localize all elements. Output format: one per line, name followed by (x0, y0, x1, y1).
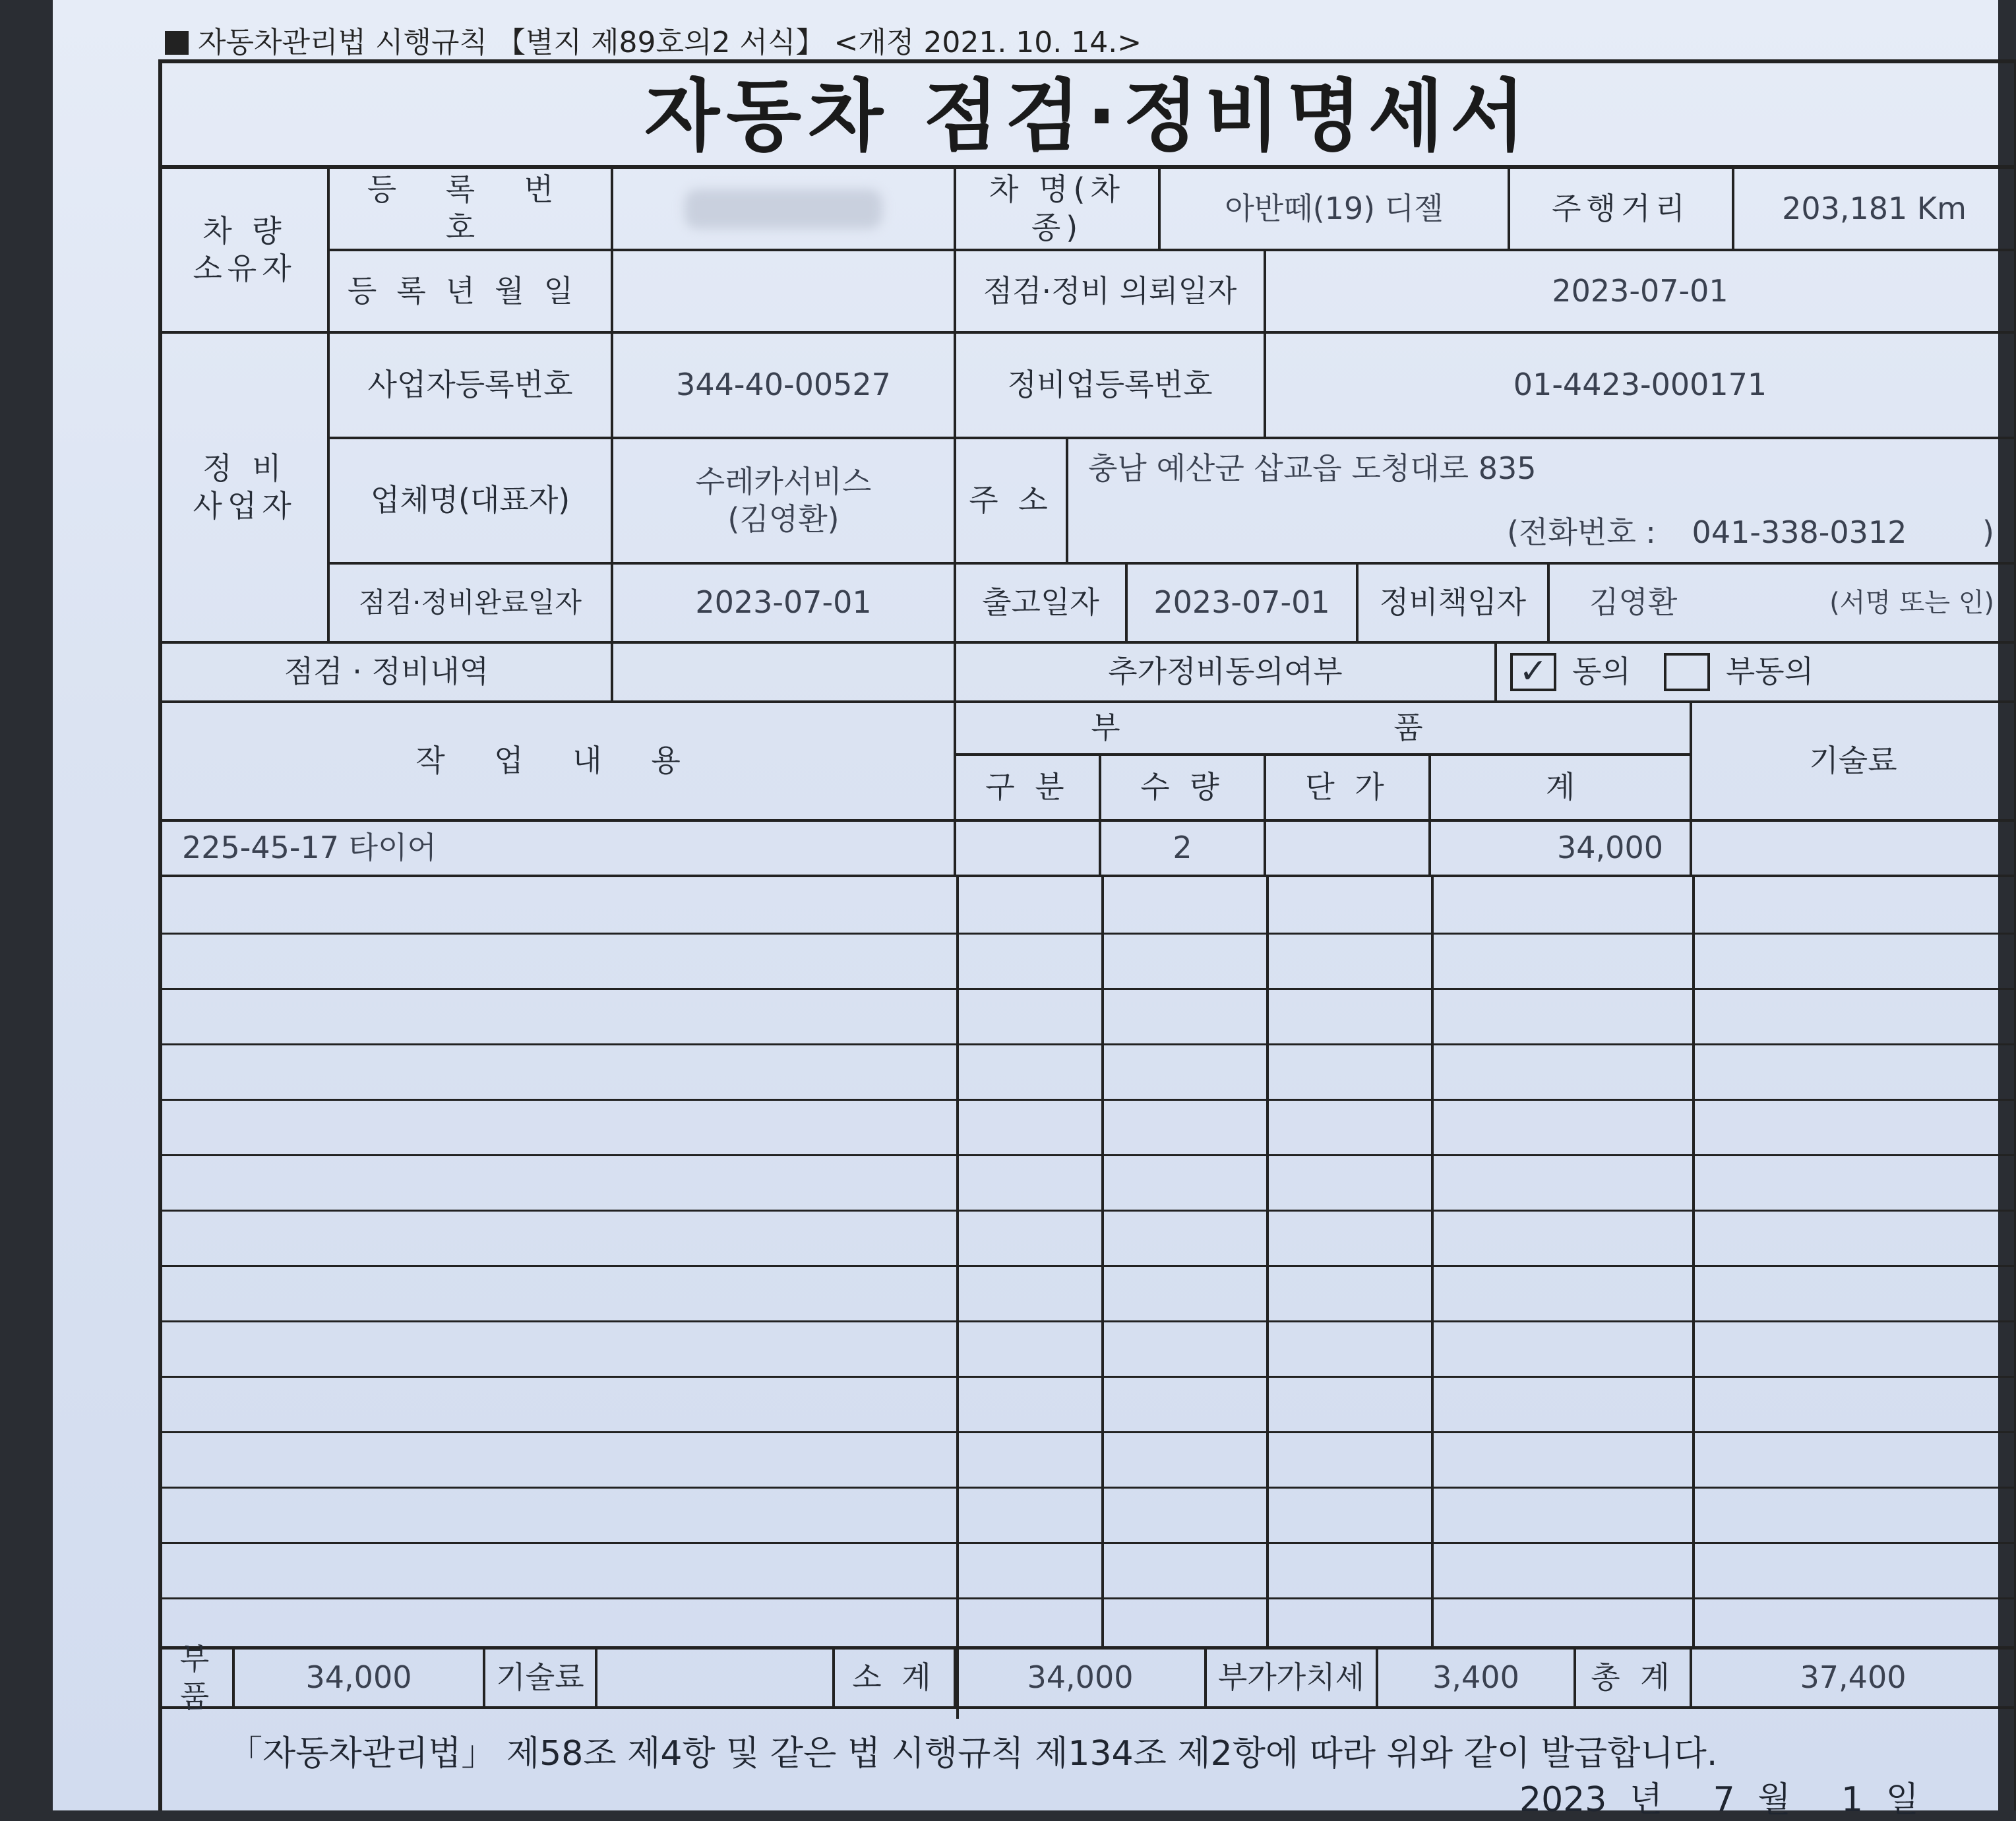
release-date-label: 출고일자 (956, 565, 1128, 644)
grid-row-line (162, 1487, 2014, 1489)
grid-row-line (162, 988, 2014, 990)
agree-checkbox[interactable] (1510, 653, 1556, 691)
address-value-cell (1068, 439, 2014, 565)
tech-total-value (597, 1650, 835, 1709)
table-row-tech-fee (1692, 822, 2014, 877)
reg-date-value (613, 251, 956, 334)
grand-total-label: 총 계 (1576, 1650, 1692, 1709)
total-header: 계 (1431, 756, 1692, 822)
category-header: 구 분 (956, 756, 1101, 822)
biz-number-label: 사업자등록번호 (330, 334, 613, 439)
work-header: 작 업 내 용 (162, 703, 956, 822)
table-row-category (956, 822, 1101, 877)
car-name-label: 차 명(차 종) (956, 169, 1161, 251)
shop-section-label: 정 비 사업자 (162, 334, 330, 644)
vehicle-owner-section-label: 차 량 소유자 (162, 169, 330, 334)
checkmark-icon: ✓ (1519, 652, 1548, 691)
grid-row-line (162, 1099, 2014, 1101)
issue-month: 7 (1713, 1780, 1735, 1820)
company-rep: (김영환) (727, 501, 840, 537)
company-name: 수레카서비스 (695, 463, 872, 499)
disagree-checkbox[interactable] (1664, 653, 1710, 691)
grid-row-line (162, 1265, 2014, 1267)
repair-reg-label: 정비업등록번호 (956, 334, 1266, 439)
issue-year: 2023 (1519, 1780, 1607, 1820)
grid-row-line (162, 933, 2014, 935)
inspection-form (158, 59, 2016, 1820)
complete-date-value: 2023-07-01 (613, 565, 956, 644)
phone-line (1068, 514, 2014, 552)
redacted-value (685, 189, 882, 229)
manager-value-cell (1550, 565, 2014, 644)
form-paper (53, 0, 1998, 1820)
issue-date (1508, 1772, 1919, 1821)
table-row-work: 225-45-17 타이어 (162, 822, 956, 877)
grid-divider (1266, 877, 1269, 1646)
phone-label: (전화번호 : (1507, 514, 1656, 550)
address-label: 주 소 (956, 439, 1068, 565)
form-header-note: 자동차관리법 시행규칙 【별지 제89호의2 서식】 <개정 2021. 10. 14.> (165, 18, 1142, 61)
grid-divider (1431, 877, 1434, 1646)
issue-year-unit: 년 (1629, 1780, 1663, 1820)
grid-divider (1101, 877, 1104, 1646)
square-bullet-icon (165, 31, 189, 55)
grid-row-line (162, 1597, 2014, 1599)
complete-date-label: 점검·정비완료일자 (330, 565, 613, 644)
details-label: 점검 · 정비내역 (162, 644, 613, 703)
grid-row-line (162, 1210, 2014, 1212)
form-title: 자동차 점검·정비명세서 (162, 63, 2014, 169)
agree-label: 동의 (1572, 654, 1631, 690)
grid-divider (1692, 877, 1695, 1646)
vat-value: 3,400 (1378, 1650, 1576, 1709)
qty-header: 수 량 (1101, 756, 1266, 822)
repair-reg-value: 01-4423-000171 (1266, 334, 2014, 439)
grid-divider (956, 877, 959, 1719)
mileage-value: 203,181 Km (1734, 169, 2014, 251)
car-name-value: 아반떼(19) 디젤 (1161, 169, 1510, 251)
address-value: 충남 예산군 삽교읍 도청대로 835 (1088, 450, 1537, 486)
reg-date-label: 등록년월일 (330, 251, 613, 334)
vat-label: 부가가치세 (1207, 1650, 1378, 1709)
grid-row-line (162, 1154, 2014, 1156)
reg-number-label: 등 록 번 호 (330, 169, 613, 251)
request-date-label: 점검·정비 의뢰일자 (956, 251, 1266, 334)
grid-row-line (162, 1542, 2014, 1544)
issue-day-unit: 일 (1885, 1780, 1919, 1820)
table-row-qty: 2 (1101, 822, 1266, 877)
issue-day: 1 (1841, 1780, 1864, 1820)
table-row-total: 34,000 (1431, 822, 1692, 877)
mileage-label: 주행거리 (1510, 169, 1734, 251)
phone-close: ) (1982, 514, 1994, 550)
grid-row-line (162, 1431, 2014, 1433)
request-date-value: 2023-07-01 (1266, 251, 2014, 334)
parts-total-value: 34,000 (235, 1650, 485, 1709)
reg-number-value (613, 169, 956, 251)
grid-row-line (162, 1043, 2014, 1045)
manager-value: 김영환 (1589, 584, 1678, 621)
parts-total-label: 부 품 (162, 1650, 235, 1709)
issuance-statement: 「자동차관리법」 제58조 제4항 및 같은 법 시행규칙 제134조 제2항에 따라 위와 같이 발급합니다. (228, 1734, 1718, 1774)
issue-month-unit: 월 (1757, 1780, 1791, 1820)
biz-number-value: 344-40-00527 (613, 334, 956, 439)
parts-header: 부 품 (956, 703, 1692, 756)
phone-value: 041-338-0312 (1692, 514, 1907, 550)
grand-total-value: 37,400 (1692, 1650, 2014, 1709)
consent-options (1497, 644, 2014, 703)
company-label: 업체명(대표자) (330, 439, 613, 565)
sign-label: (서명 또는 인) (1829, 588, 1994, 618)
tech-fee-header: 기술료 (1692, 703, 2014, 822)
subtotal-label: 소 계 (835, 1650, 956, 1709)
release-date-value: 2023-07-01 (1128, 565, 1359, 644)
disagree-label: 부동의 (1725, 654, 1814, 690)
grid-row-line (162, 1320, 2014, 1322)
table-row-unit-price (1266, 822, 1431, 877)
grid-row-line (162, 1376, 2014, 1378)
tech-total-label: 기술료 (485, 1650, 597, 1709)
manager-label: 정비책임자 (1359, 565, 1550, 644)
unit-price-header: 단 가 (1266, 756, 1431, 822)
details-value (613, 644, 956, 703)
consent-label: 추가정비동의여부 (956, 644, 1497, 703)
subtotal-value: 34,000 (956, 1650, 1207, 1709)
company-value (613, 439, 956, 565)
